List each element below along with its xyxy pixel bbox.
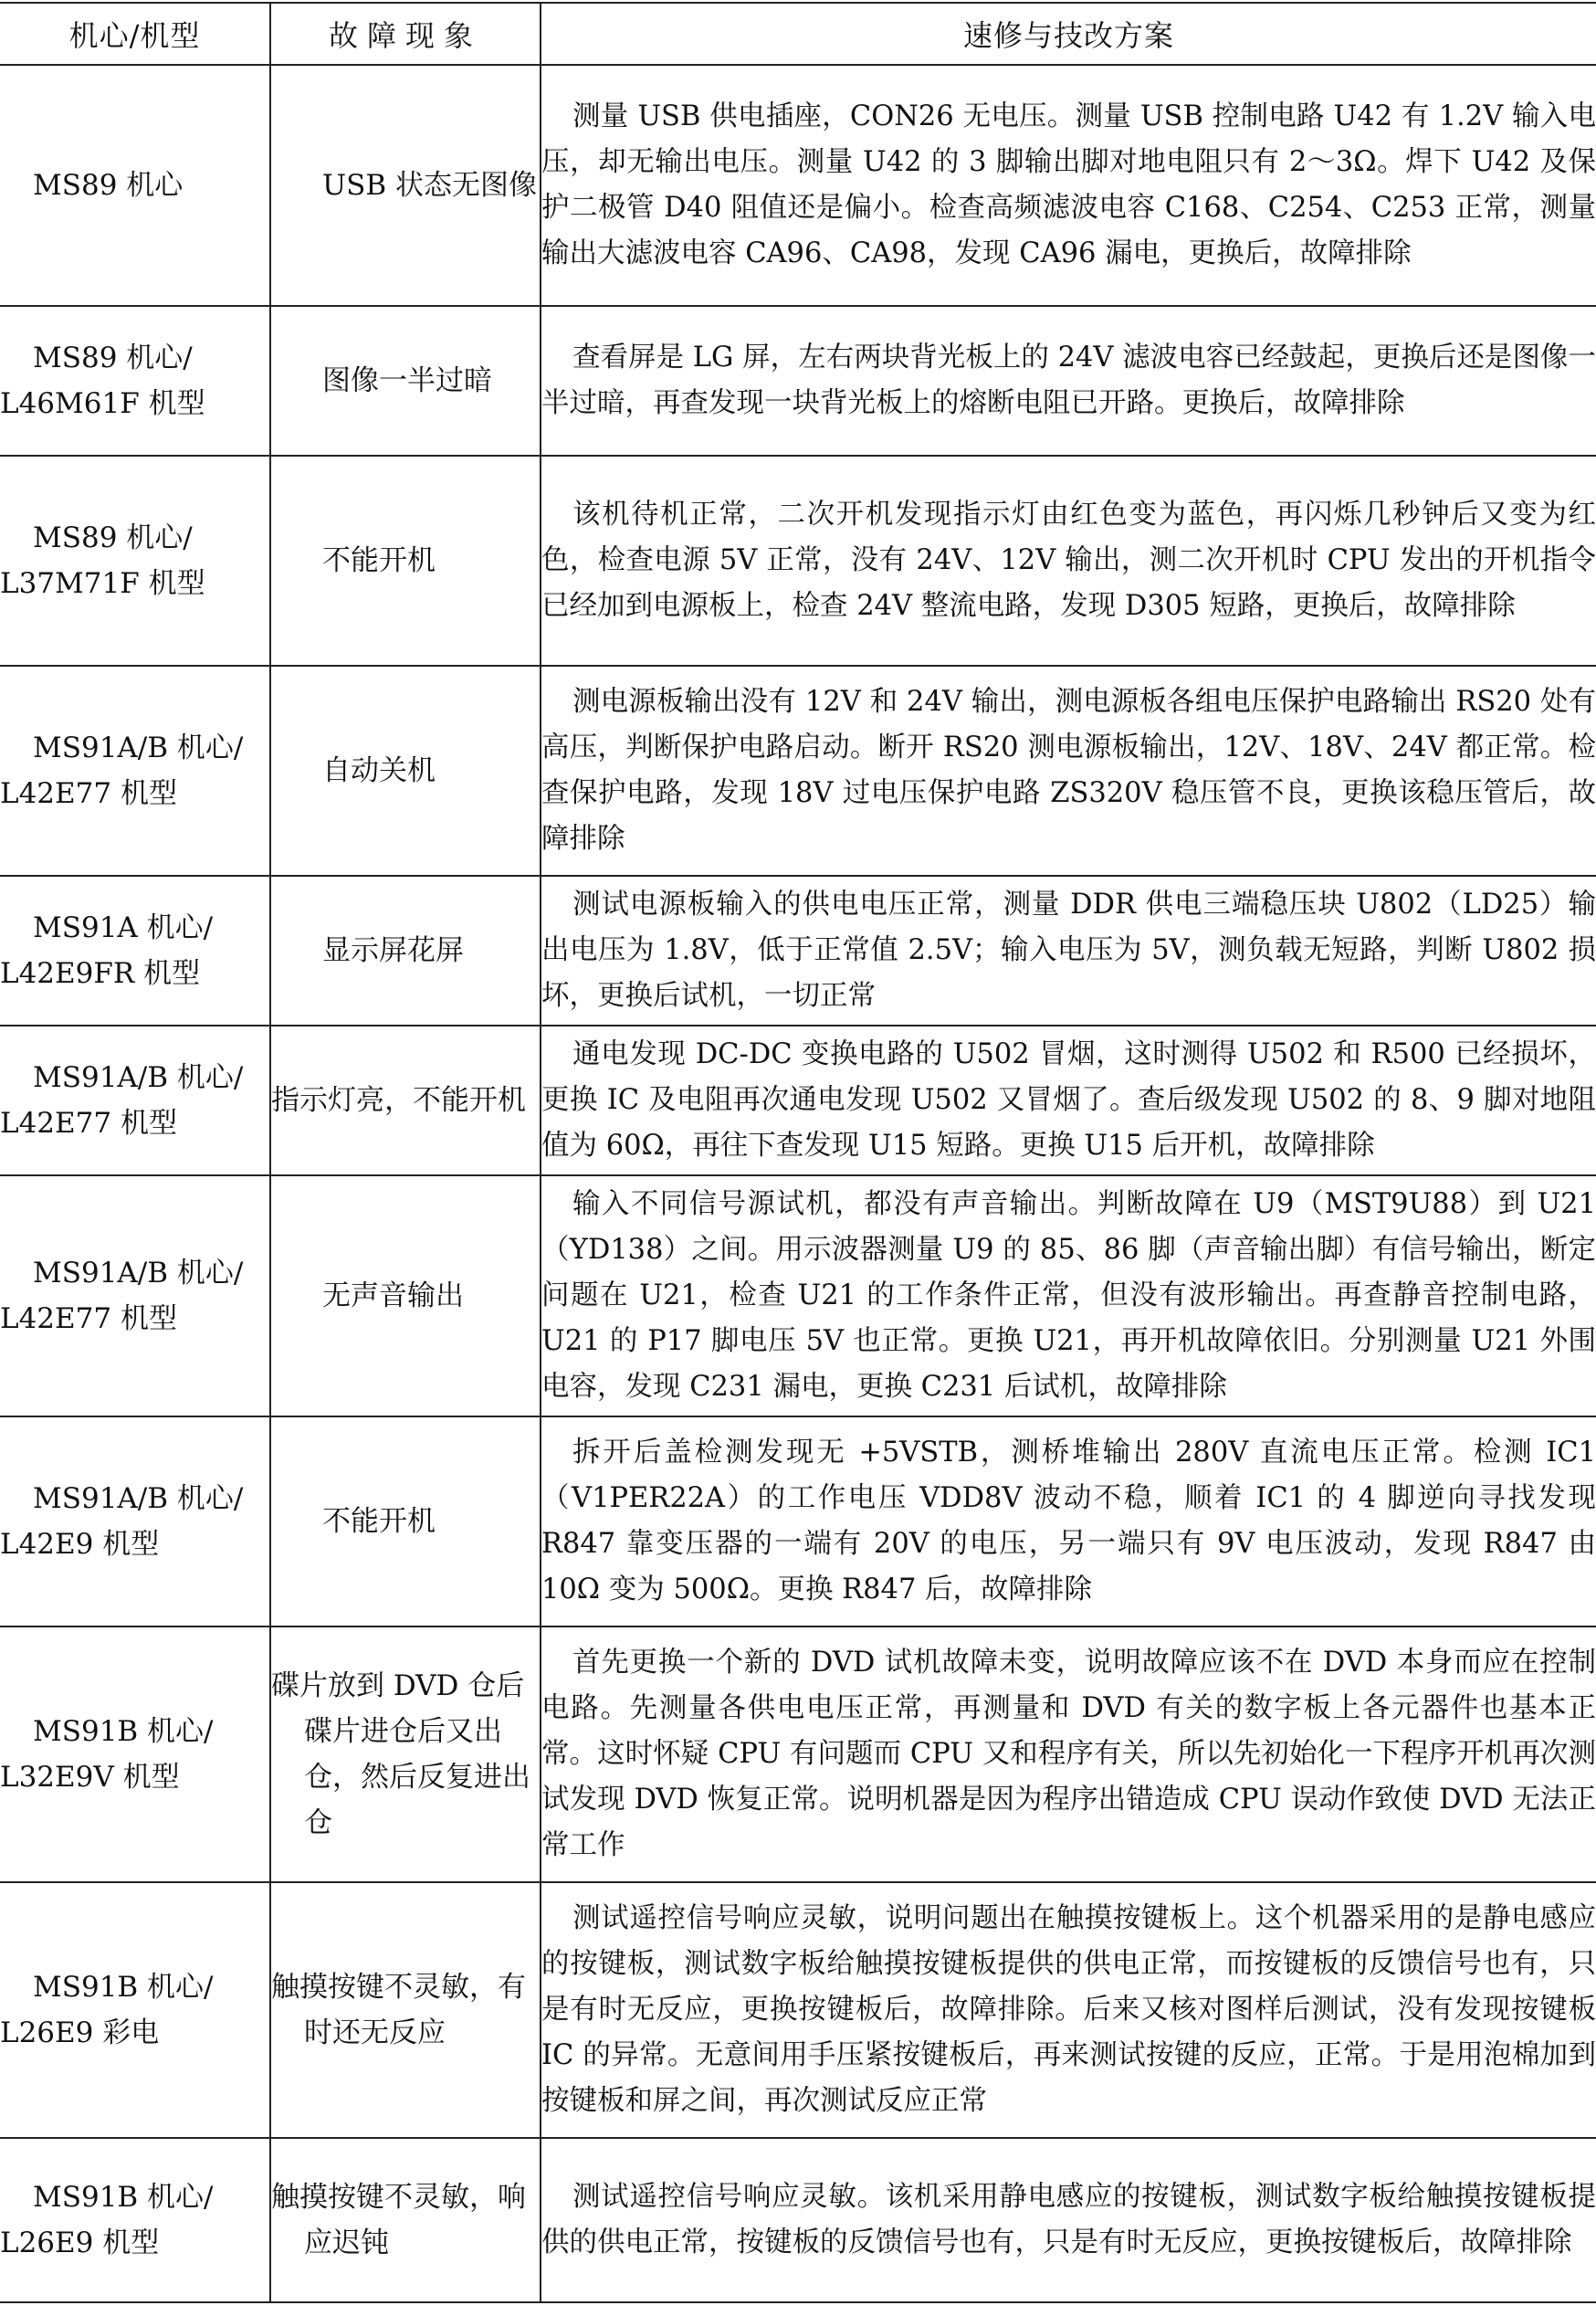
model-line: MS89 机心/	[33, 342, 193, 374]
model-line: L42E77 机型	[0, 1302, 177, 1335]
model-cell	[0, 306, 270, 456]
model-line: L42E77 机型	[0, 777, 177, 810]
fix-cell: 首先更换一个新的 DVD 试机故障未变，说明故障应该不在 DVD 本身而应在控制电路。先测量各供电电压正常，再测量和 DVD 有关的数字板上各元器件也基本正常。这时怀疑 CPU 有问题而 CPU 又和程序有关，所以先初始化一下程序开机再次测试发现 DVD 恢复正常。说明机器是因为程序出错造成 CPU 误动作致使 DVD 无法正常工作	[541, 1626, 1596, 1882]
fault-cell	[270, 2138, 541, 2302]
fault-text: 碟片放到 DVD 仓后碟片进仓后又出仓，然后反复进出仓	[271, 1669, 530, 1839]
fix-cell: 测试电源板输入的供电电压正常，测量 DDR 供电三端稳压块 U802（LD25）输出电压为 1.8V，低于正常值 2.5V；输入电压为 5V，测负载无短路，判断 U802 损坏，更换后试机，一切正常	[541, 876, 1596, 1026]
fault-cell: 图像一半过暗	[270, 306, 541, 456]
model-line: MS91A 机心/	[33, 911, 214, 944]
model-line: L37M71F 机型	[0, 567, 205, 600]
model-line: MS89 机心/	[33, 521, 193, 554]
model-line: L46M61F 机型	[0, 387, 205, 420]
fault-cell	[270, 1882, 541, 2138]
model-cell	[0, 456, 270, 666]
model-line: L42E9 机型	[0, 1528, 160, 1561]
model-line: L26E9 机型	[0, 2227, 160, 2259]
fix-cell: 测量 USB 供电插座，CON26 无电压。测量 USB 控制电路 U42 有 1.2V 输入电压，却无输出电压。测量 U42 的 3 脚输出脚对地电阻只有 2～3Ω。焊下 U42 及保护二极管 D40 阻值还是偏小。检查高频滤波电容 C168、C254、C253 正常，测量输出大滤波电容 CA96、CA98，发现 CA96 漏电，更换后，故障排除	[541, 65, 1596, 306]
fix-cell: 查看屏是 LG 屏，左右两块背光板上的 24V 滤波电容已经鼓起，更换后还是图像一半过暗，再查发现一块背光板上的熔断电阻已开路。更换后，故障排除	[541, 306, 1596, 456]
fix-cell: 输入不同信号源试机，都没有声音输出。判断故障在 U9（MST9U88）到 U21（YD138）之间。用示波器测量 U9 的 85、86 脚（声音输出脚）有信号输出，断定问题在 U21，检查 U21 的工作条件正常，但没有波形输出。再查静音控制电路，U21 的 P17 脚电压 5V 也正常。更换 U21，再开机故障依旧。分别测量 U21 外围电容，发现 C231 漏电，更换 C231 后试机，故障排除	[541, 1175, 1596, 1416]
table-row	[0, 1026, 1596, 1175]
fix-cell: 通电发现 DC-DC 变换电路的 U502 冒烟，这时测得 U502 和 R500 已经损坏，更换 IC 及电阻再次通电发现 U502 又冒烟了。查后级发现 U502 的 8、9 脚对地阻值为 60Ω，再往下查发现 U15 短路。更换 U15 后开机，故障排除	[541, 1026, 1596, 1175]
model-line: MS91B 机心/	[33, 1715, 214, 1748]
header-fix: 速修与技改方案	[541, 3, 1596, 65]
fault-cell: 不能开机	[270, 1416, 541, 1626]
model-line: MS89 机心	[33, 169, 184, 202]
model-cell	[0, 1026, 270, 1175]
model-cell	[0, 2138, 270, 2302]
header-fault: 故障现象	[270, 3, 541, 65]
model-line: MS91A/B 机心/	[33, 732, 244, 764]
model-cell	[0, 666, 270, 876]
table-row	[0, 666, 1596, 876]
model-line: L42E9FR 机型	[0, 957, 201, 990]
table-header-row	[0, 3, 1596, 65]
table-row	[0, 456, 1596, 666]
model-line: MS91B 机心/	[33, 2181, 214, 2214]
model-line: MS91B 机心/	[33, 1971, 214, 2004]
model-cell	[0, 65, 270, 306]
table-row	[0, 1175, 1596, 1416]
fault-text: 指示灯亮，不能开机	[271, 1084, 526, 1117]
model-line: MS91A/B 机心/	[33, 1482, 244, 1515]
fix-cell: 测电源板输出没有 12V 和 24V 输出，测电源板各组电压保护电路输出 RS20 处有高压，判断保护电路启动。断开 RS20 测电源板输出，12V、18V、24V 都正常。检查保护电路，发现 18V 过电压保护电路 ZS320V 稳压管不良，更换该稳压管后，故障排除	[541, 666, 1596, 876]
fault-cell	[270, 1026, 541, 1175]
fix-cell: 测试遥控信号响应灵敏，说明问题出在触摸按键板上。这个机器采用的是静电感应的按键板，测试数字板给触摸按键板提供的供电正常，而按键板的反馈信号也有，只是有时无反应，更换按键板后，故障排除。后来又核对图样后测试，没有发现按键板 IC 的异常。无意间用手压紧按键板后，再来测试按键的反应，正常。于是用泡棉加到按键板和屏之间，再次测试反应正常	[541, 1882, 1596, 2138]
table-row	[0, 1882, 1596, 2138]
header-model: 机心/机型	[0, 3, 270, 65]
model-cell	[0, 1175, 270, 1416]
fix-cell: 测试遥控信号响应灵敏。该机采用静电感应的按键板，测试数字板给触摸按键板提供的供电正常，按键板的反馈信号也有，只是有时无反应，更换按键板后，故障排除	[541, 2138, 1596, 2302]
fix-cell: 拆开后盖检测发现无 +5VSTB，测桥堆输出 280V 直流电压正常。检测 IC1（V1PER22A）的工作电压 VDD8V 波动不稳，顺着 IC1 的 4 脚逆向寻找发现 R847 靠变压器的一端有 20V 的电压，另一端只有 9V 电压波动，发现 R847 由 10Ω 变为 500Ω。更换 R847 后，故障排除	[541, 1416, 1596, 1626]
table-row	[0, 306, 1596, 456]
model-line: L42E77 机型	[0, 1107, 177, 1140]
table-row	[0, 2138, 1596, 2302]
model-line: L32E9V 机型	[0, 1761, 180, 1794]
model-cell	[0, 1882, 270, 2138]
table-row	[0, 65, 1596, 306]
table-row	[0, 1416, 1596, 1626]
fault-cell: 不能开机	[270, 456, 541, 666]
fix-cell: 该机待机正常，二次开机发现指示灯由红色变为蓝色，再闪烁几秒钟后又变为红色，检查电源 5V 正常，没有 24V、12V 输出，测二次开机时 CPU 发出的开机指令已经加到电源板上，检查 24V 整流电路，发现 D305 短路，更换后，故障排除	[541, 456, 1596, 666]
fault-cell: 显示屏花屏	[270, 876, 541, 1026]
fault-text: 触摸按键不灵敏，响应迟钝	[271, 2181, 526, 2259]
model-line: L26E9 彩电	[0, 2016, 160, 2049]
model-cell	[0, 1626, 270, 1882]
model-line: MS91A/B 机心/	[33, 1061, 244, 1094]
model-line: MS91A/B 机心/	[33, 1257, 244, 1290]
table-row	[0, 1626, 1596, 1882]
fault-text: 触摸按键不灵敏，有时还无反应	[271, 1971, 526, 2049]
table-row	[0, 876, 1596, 1026]
fault-cell	[270, 1626, 541, 1882]
fault-cell: 无声音输出	[270, 1175, 541, 1416]
model-cell	[0, 876, 270, 1026]
fault-cell: USB 状态无图像	[270, 65, 541, 306]
repair-table	[0, 2, 1596, 2303]
model-cell	[0, 1416, 270, 1626]
fault-cell: 自动关机	[270, 666, 541, 876]
